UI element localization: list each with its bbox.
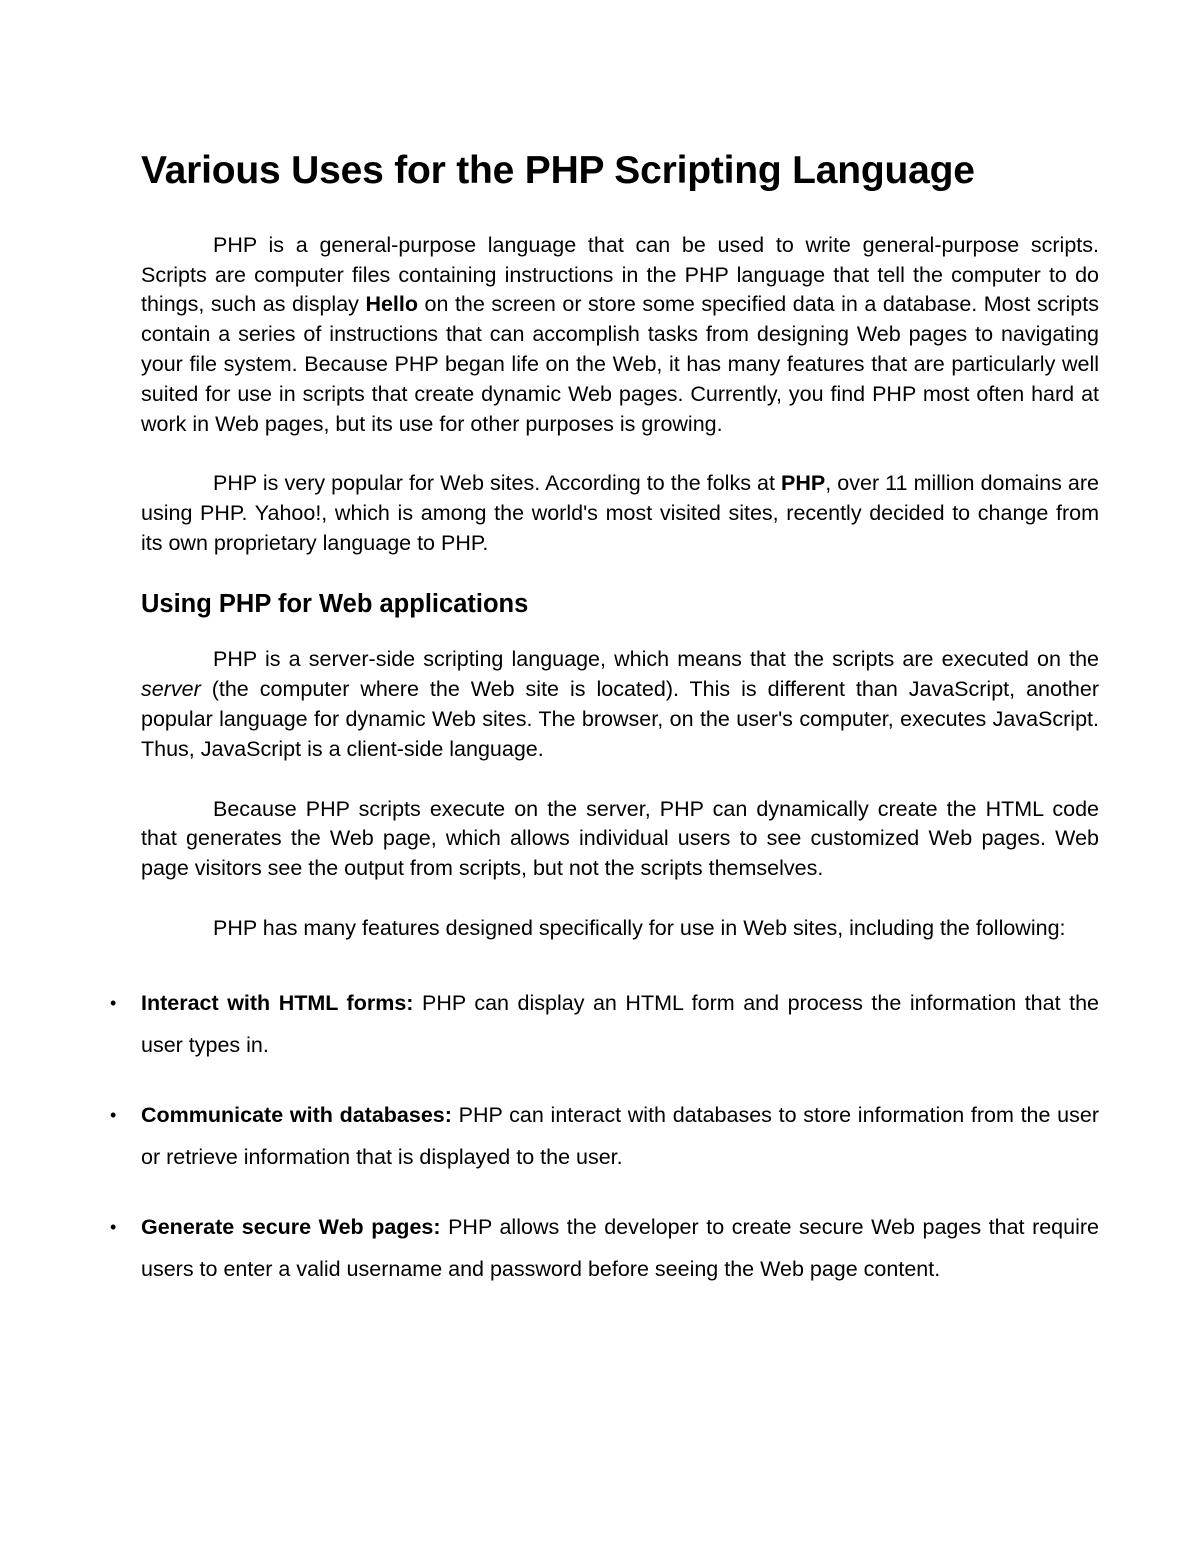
intro-paragraph-1-text-a: PHP is a general-purpose language that can be used to write general-purpose scripts. Scripts are computer files containing instructions in the PHP language that tell the computer to do things, such as display bbox=[141, 232, 1099, 317]
intro-paragraph-2-text-b: , over 11 million domains are using PHP. Yahoo!, which is among the world's most visited sites, recently decided to change from its own proprietary language to PHP. bbox=[141, 471, 1099, 556]
bullet-term: Communicate with databases: bbox=[141, 1102, 452, 1127]
bullet-item-secure-pages bbox=[110, 1206, 1099, 1290]
bullet-text: PHP can interact with databases to store information from the user or retrieve information that is displayed to the user. bbox=[141, 1102, 1099, 1169]
section-paragraph-3: PHP has many features designed specifically for use in Web sites, including the following: bbox=[213, 916, 1066, 941]
intro-paragraph-2 bbox=[141, 469, 1099, 558]
hello-bold-word: Hello bbox=[365, 292, 419, 317]
bullet-term: Generate secure Web pages: bbox=[141, 1214, 441, 1239]
bullet-dot-icon: • bbox=[110, 1216, 117, 1237]
document-title: Various Uses for the PHP Scripting Language bbox=[141, 149, 975, 192]
bullet-item-html-forms bbox=[110, 982, 1099, 1066]
intro-paragraph-1-text-b: on the screen or store some specified data in a database. Most scripts contain a series of instructions that can accomplish tasks from designing Web pages to navigating your file system. Because PHP began life on the Web, it has many features that are particularly well suited for use in scripts that create dynamic Web pages. Currently, you find PHP most often hard at work in Web pages, but its use for other purposes is growing. bbox=[141, 292, 1099, 436]
section-paragraph-2: Because PHP scripts execute on the server, PHP can dynamically create the HTML code that generates the Web page, which allows individual users to see customized Web pages. Web page visitors see the output from scripts, but not the scripts themselves. bbox=[141, 796, 1099, 881]
intro-paragraph-2-text-a: PHP is very popular for Web sites. According to the folks at bbox=[213, 471, 782, 496]
php-bold-word: PHP bbox=[781, 471, 826, 496]
bullet-dot-icon: • bbox=[110, 992, 117, 1013]
feature-bullet-list bbox=[110, 982, 1099, 1290]
bullet-text: PHP allows the developer to create secure Web pages that require users to enter a valid username and password before seeing the Web page content. bbox=[141, 1214, 1099, 1281]
bullet-dot-icon: • bbox=[110, 1104, 117, 1125]
section-paragraph-1 bbox=[141, 645, 1099, 764]
section-heading-web-applications: Using PHP for Web applications bbox=[141, 589, 529, 618]
intro-paragraph-1 bbox=[141, 231, 1099, 440]
bullet-term: Interact with HTML forms: bbox=[141, 990, 414, 1015]
section-paragraph-1-text-a: PHP is a server-side scripting language, which means that the scripts are executed on the bbox=[213, 647, 1099, 672]
document-page bbox=[110, 149, 1099, 1318]
server-italic-word: server bbox=[141, 677, 201, 702]
bullet-text: PHP can display an HTML form and process the information that the user types in. bbox=[141, 990, 1099, 1057]
bullet-item-databases bbox=[110, 1094, 1099, 1178]
section-paragraph-1-text-b: (the computer where the Web site is located). This is different than JavaScript, another popular language for dynamic Web sites. The browser, on the user's computer, executes JavaScript. Thus, JavaScript is a client-side language. bbox=[141, 677, 1099, 761]
